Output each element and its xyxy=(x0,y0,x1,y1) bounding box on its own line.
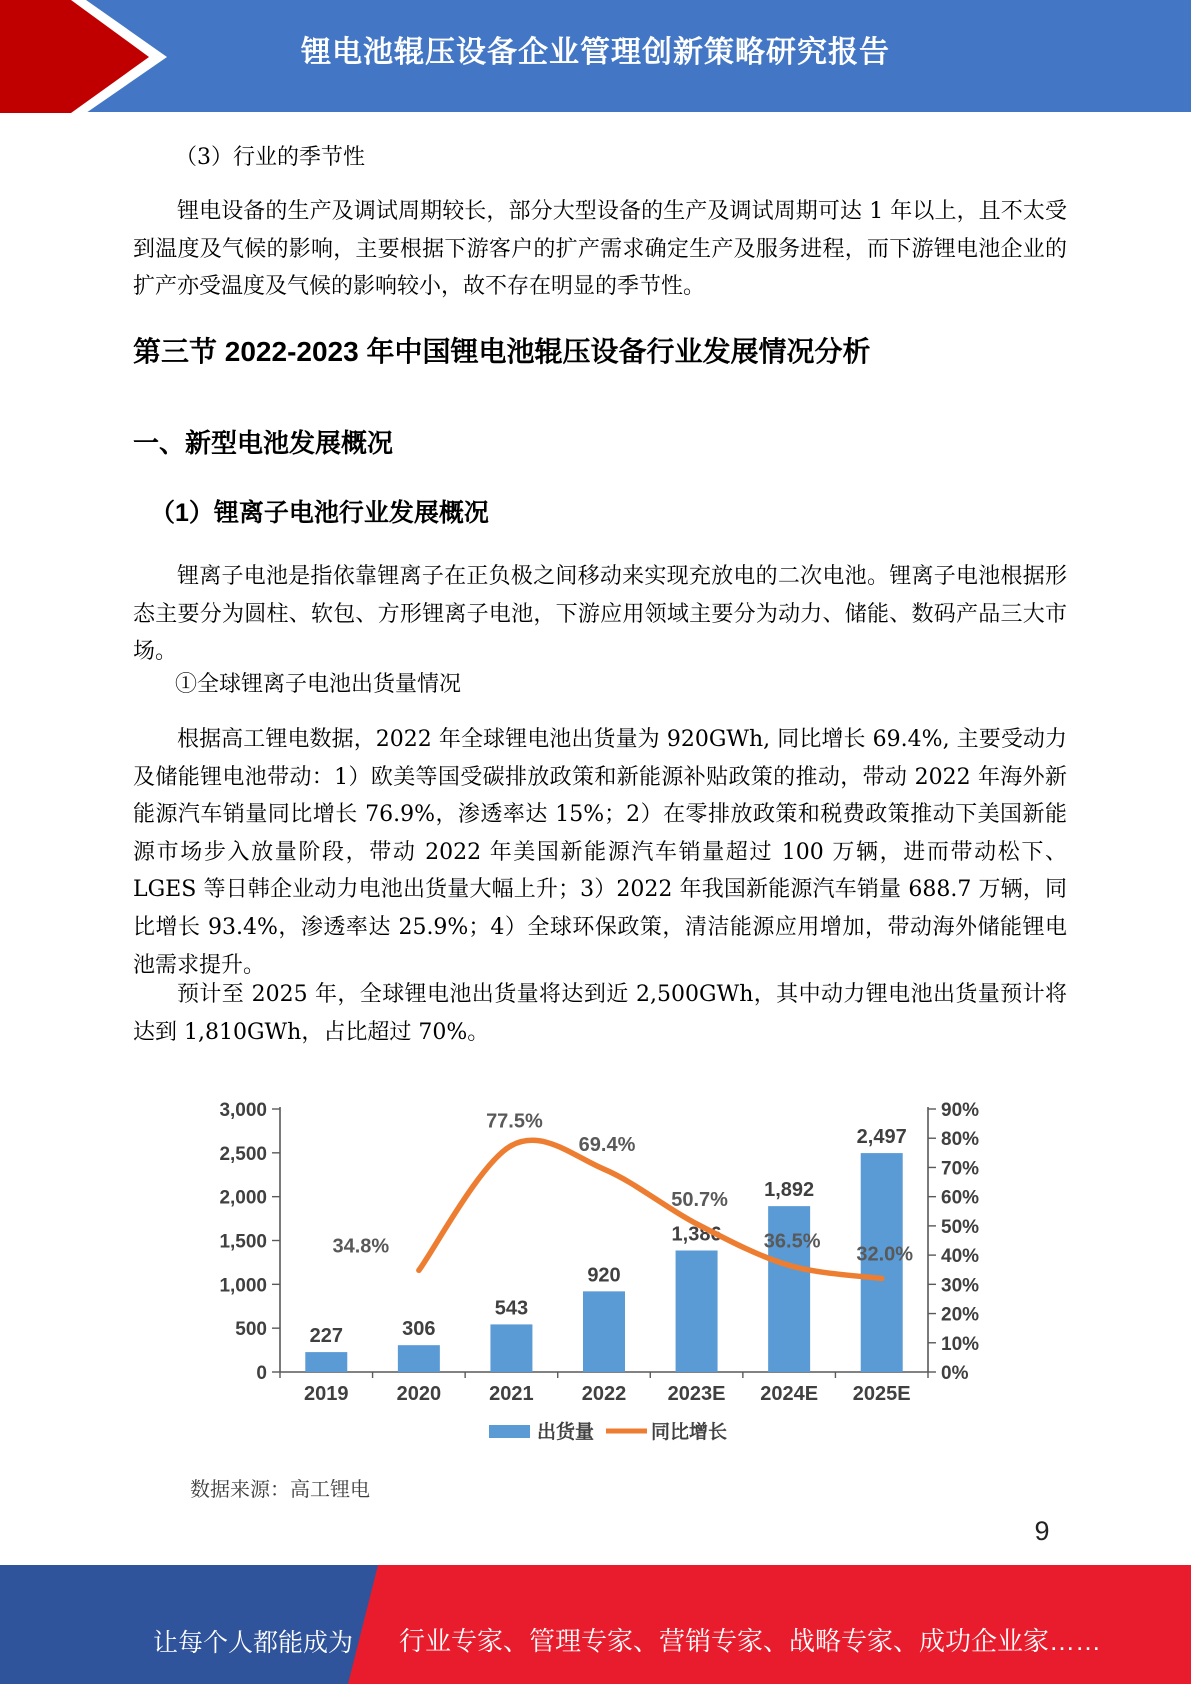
growth-point-label: 69.4% xyxy=(578,1134,636,1157)
left-axis-tick-label: 2,500 xyxy=(219,1143,267,1165)
right-axis-tick-label: 60% xyxy=(941,1187,980,1209)
right-axis-tick-label: 30% xyxy=(941,1275,980,1297)
report-title: 锂电池辊压设备企业管理创新策略研究报告 xyxy=(301,36,890,69)
paragraph-seasonality: 锂电设备的生产及调试周期较长，部分大型设备的生产及调试周期可达 1 年以上，且不太受到温度及气候的影响，主要根据下游客户的扩产需求确定生产及服务进程，而下游锂电池企业的扩产亦受温度及气候的影响较小，故不存在明显的季节性。 xyxy=(133,199,1067,300)
right-axis-tick-label: 70% xyxy=(941,1158,980,1180)
subsection-heading: 一、新型电池发展概况 xyxy=(133,428,394,458)
growth-point-label: 32.0% xyxy=(856,1243,914,1266)
shipment-growth-chart xyxy=(180,1095,980,1455)
left-axis-tick-label: 1,500 xyxy=(219,1231,267,1253)
footer-slogan-left: 让每个人都能成为 xyxy=(152,1629,353,1657)
x-axis-category-label: 2021 xyxy=(489,1383,534,1405)
shipment-growth-chart-svg xyxy=(180,1095,980,1455)
item3-heading: （3）行业的季节性 xyxy=(175,145,365,170)
circled-item-heading: ①全球锂离子电池出货量情况 xyxy=(175,672,462,697)
footer-slogan-right: 行业专家、管理专家、营销专家、战略专家、成功企业家…… xyxy=(399,1626,1102,1656)
x-axis-category-label: 2019 xyxy=(304,1383,349,1405)
paragraph-forecast: 预计至 2025 年，全球锂电池出货量将达到近 2,500GWh，其中动力锂电池出货量预计将达到 1,810GWh，占比超过 70%。 xyxy=(133,982,1067,1045)
growth-point-label: 34.8% xyxy=(332,1235,390,1258)
growth-point-label: 36.5% xyxy=(763,1230,821,1253)
bar-value-label: 920 xyxy=(587,1264,621,1287)
left-axis-tick-label: 3,000 xyxy=(219,1100,267,1121)
bar-value-label: 1,386 xyxy=(671,1223,722,1246)
bar-value-label: 543 xyxy=(494,1297,529,1320)
shipment-bar xyxy=(490,1324,532,1372)
x-axis-category-label: 2024E xyxy=(760,1383,819,1405)
bar-value-label: 2,497 xyxy=(856,1126,907,1149)
growth-line xyxy=(419,1140,882,1278)
right-axis-tick-label: 10% xyxy=(941,1333,980,1355)
left-axis-tick-label: 1,000 xyxy=(219,1275,267,1297)
growth-point-label: 77.5% xyxy=(486,1110,543,1133)
right-axis-tick-label: 20% xyxy=(941,1304,980,1326)
point-heading: （1）锂离子电池行业发展概况 xyxy=(150,499,489,527)
header-banner xyxy=(0,0,1191,112)
right-axis-tick-label: 40% xyxy=(941,1246,980,1268)
left-axis-tick-label: 2,000 xyxy=(219,1187,267,1209)
paragraph-shipments: 根据高工锂电数据，2022 年全球锂电池出货量为 920GWh, 同比增长 69.4%, 主要受动力及储能锂电池带动：1）欧美等国受碳排放政策和新能源补贴政策的推动，带动 2022 年海外新能源汽车销量同比增长 76.9%，渗透率达 15%；2）在零排放政策和税费政策推动下美国新能源市场步入放量阶段，带动 2022 年美国新能源汽车销量超过 100 万辆，进而带动松下、LGES 等日韩企业动力电池出货量大幅上升；3）2022 年我国新能源汽车销量 688.7 万辆，同比增长 93.4%，渗透率达 25.9%；4）全球环保政策，清洁能源应用增加，带动海外储能锂电池需求提升。 xyxy=(133,727,1067,978)
right-axis-tick-label: 50% xyxy=(941,1216,980,1238)
footer-band xyxy=(0,1565,1191,1684)
left-axis-tick-label: 500 xyxy=(235,1319,267,1341)
x-axis-category-label: 2025E xyxy=(852,1383,911,1405)
right-axis-tick-label: 0% xyxy=(941,1363,969,1384)
bar-value-label: 1,892 xyxy=(764,1179,815,1202)
left-axis-tick-label: 0 xyxy=(256,1363,267,1384)
legend-line-label: 同比增长 xyxy=(651,1422,728,1443)
legend-bar-label: 出货量 xyxy=(537,1422,595,1443)
paragraph-liion-intro: 锂离子电池是指依靠锂离子在正负极之间移动来实现充放电的二次电池。锂离子电池根据形态主要分为圆柱、软包、方形锂离子电池，下游应用领域主要分为动力、储能、数码产品三大市场。 xyxy=(133,564,1067,665)
shipment-bar xyxy=(398,1345,440,1372)
right-axis-tick-label: 90% xyxy=(941,1100,980,1121)
growth-point-label: 50.7% xyxy=(671,1188,728,1211)
shipment-bar xyxy=(676,1250,718,1372)
legend-bar-swatch xyxy=(489,1425,530,1438)
shipment-bar xyxy=(583,1291,625,1372)
page-number: 9 xyxy=(1034,1516,1050,1546)
section-heading: 第三节 2022-2023 年中国锂电池辊压设备行业发展情况分析 xyxy=(133,336,871,367)
bar-value-label: 306 xyxy=(402,1318,436,1341)
data-source-note: 数据来源：高工锂电 xyxy=(190,1477,370,1501)
x-axis-category-label: 2020 xyxy=(396,1383,442,1405)
bar-value-label: 227 xyxy=(309,1325,343,1348)
right-axis-tick-label: 80% xyxy=(941,1129,980,1151)
x-axis-category-label: 2022 xyxy=(581,1383,627,1405)
shipment-bar xyxy=(305,1352,347,1372)
x-axis-category-label: 2023E xyxy=(667,1383,726,1405)
